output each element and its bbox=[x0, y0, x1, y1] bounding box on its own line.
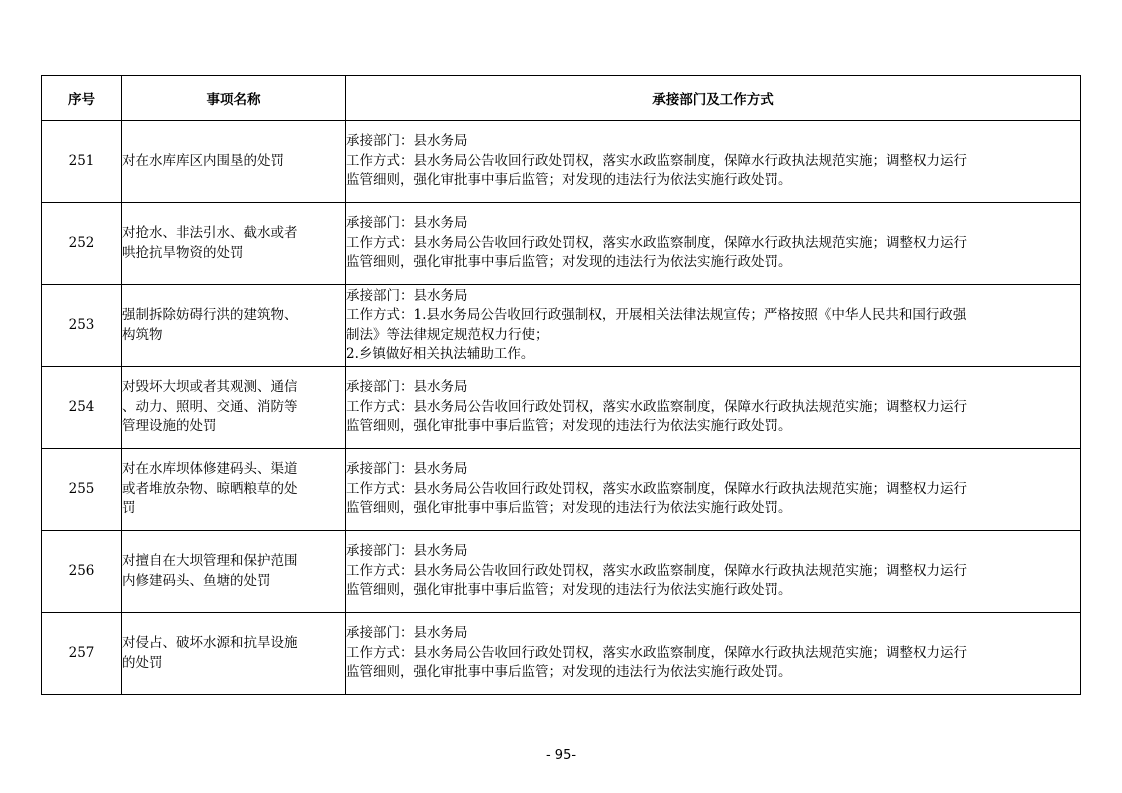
dept-method-line: 工作方式：县水务局公告收回行政处罚权，落实水政监察制度，保障水行政执法规范实施；调整权力运行 bbox=[346, 152, 967, 169]
item-name-line: 的处罚 bbox=[122, 654, 163, 671]
dept-method-line: 承接部门：县水务局 bbox=[346, 287, 468, 304]
dept-method-line: 承接部门：县水务局 bbox=[346, 379, 468, 396]
header-item-name: 事项名称 bbox=[122, 76, 346, 121]
row-seq: 252 bbox=[42, 203, 122, 285]
row-seq: 253 bbox=[42, 285, 122, 367]
dept-method-line: 工作方式：1.县水务局公告收回行政强制权，开展相关法律法规宣传；严格按照《中华人民共和国行政强 bbox=[346, 307, 967, 323]
item-name-line: 对在水库坝体修建码头、渠道 bbox=[122, 461, 298, 478]
dept-method-line: 工作方式：县水务局公告收回行政处罚权，落实水政监察制度，保障水行政执法规范实施；调整权力运行 bbox=[346, 398, 967, 415]
dept-method-line: 承接部门：县水务局 bbox=[346, 543, 468, 560]
table-row bbox=[42, 203, 1081, 285]
dept-method-line: 工作方式：县水务局公告收回行政处罚权，落实水政监察制度，保障水行政执法规范实施；调整权力运行 bbox=[346, 234, 967, 251]
row-dept-method bbox=[346, 285, 1081, 367]
row-seq: 255 bbox=[42, 449, 122, 531]
row-item-name bbox=[122, 367, 346, 449]
dept-method-line: 承接部门：县水务局 bbox=[346, 215, 468, 232]
table-row bbox=[42, 121, 1081, 203]
dept-method-line: 工作方式：县水务局公告收回行政处罚权，落实水政监察制度，保障水行政执法规范实施；调整权力运行 bbox=[346, 644, 967, 661]
item-name-line: 对侵占、破坏水源和抗旱设施 bbox=[122, 635, 298, 651]
row-dept-method bbox=[346, 449, 1081, 531]
row-seq: 251 bbox=[42, 121, 122, 203]
row-item-name bbox=[122, 121, 346, 203]
row-dept-method bbox=[346, 203, 1081, 285]
dept-method-line: 承接部门：县水务局 bbox=[346, 133, 468, 150]
dept-method-line: 监管细则，强化审批事中事后监管；对发现的违法行为依法实施行政处罚。 bbox=[346, 418, 792, 435]
page-number: - 95- bbox=[545, 748, 577, 763]
row-item-name bbox=[122, 531, 346, 613]
table-row bbox=[42, 367, 1081, 449]
item-name-line: 管理设施的处罚 bbox=[122, 418, 217, 435]
table-header-row bbox=[42, 76, 1081, 121]
row-dept-method bbox=[346, 531, 1081, 613]
dept-method-line: 监管细则，强化审批事中事后监管；对发现的违法行为依法实施行政处罚。 bbox=[346, 664, 792, 681]
item-name-line: 、动力、照明、交通、消防等 bbox=[122, 398, 298, 415]
item-name-line: 对抢水、非法引水、截水或者 bbox=[122, 225, 298, 241]
row-item-name bbox=[122, 613, 346, 695]
row-item-name bbox=[122, 285, 346, 367]
dept-method-line: 2.乡镇做好相关执法辅助工作。 bbox=[346, 346, 535, 362]
item-name-line: 对毁坏大坝或者其观测、通信 bbox=[122, 379, 298, 396]
items-table bbox=[41, 75, 1081, 695]
table-row bbox=[42, 531, 1081, 613]
dept-method-line: 监管细则，强化审批事中事后监管；对发现的违法行为依法实施行政处罚。 bbox=[346, 254, 792, 271]
item-name-line: 对擅自在大坝管理和保护范围 bbox=[122, 553, 298, 569]
row-dept-method bbox=[346, 121, 1081, 203]
table-row bbox=[42, 449, 1081, 531]
row-dept-method bbox=[346, 613, 1081, 695]
header-dept-method: 承接部门及工作方式 bbox=[346, 76, 1081, 121]
item-name-line: 内修建码头、鱼塘的处罚 bbox=[122, 572, 271, 589]
dept-method-line: 工作方式：县水务局公告收回行政处罚权，落实水政监察制度，保障水行政执法规范实施；调整权力运行 bbox=[346, 480, 967, 497]
table-body bbox=[42, 121, 1081, 695]
item-name-line: 哄抢抗旱物资的处罚 bbox=[122, 244, 244, 261]
dept-method-line: 监管细则，强化审批事中事后监管；对发现的违法行为依法实施行政处罚。 bbox=[346, 172, 792, 189]
item-name-line: 或者堆放杂物、晾晒粮草的处 bbox=[122, 480, 298, 497]
dept-method-line: 工作方式：县水务局公告收回行政处罚权，落实水政监察制度，保障水行政执法规范实施；调整权力运行 bbox=[346, 562, 967, 579]
table-row bbox=[42, 613, 1081, 695]
item-name-line: 对在水库库区内围垦的处罚 bbox=[122, 152, 284, 169]
row-seq: 254 bbox=[42, 367, 122, 449]
dept-method-line: 监管细则，强化审批事中事后监管；对发现的违法行为依法实施行政处罚。 bbox=[346, 582, 792, 599]
row-dept-method bbox=[346, 367, 1081, 449]
row-seq: 257 bbox=[42, 613, 122, 695]
row-item-name bbox=[122, 449, 346, 531]
dept-method-line: 监管细则，强化审批事中事后监管；对发现的违法行为依法实施行政处罚。 bbox=[346, 500, 792, 517]
dept-method-line: 承接部门：县水务局 bbox=[346, 461, 468, 478]
table-row bbox=[42, 285, 1081, 367]
row-item-name bbox=[122, 203, 346, 285]
item-name-line: 构筑物 bbox=[122, 326, 163, 343]
item-name-line: 强制拆除妨碍行洪的建筑物、 bbox=[122, 307, 298, 323]
dept-method-line: 承接部门：县水务局 bbox=[346, 625, 468, 642]
item-name-line: 罚 bbox=[122, 500, 136, 517]
dept-method-line: 制法》等法律规定规范权力行使； bbox=[346, 326, 549, 343]
header-seq: 序号 bbox=[42, 76, 122, 121]
row-seq: 256 bbox=[42, 531, 122, 613]
